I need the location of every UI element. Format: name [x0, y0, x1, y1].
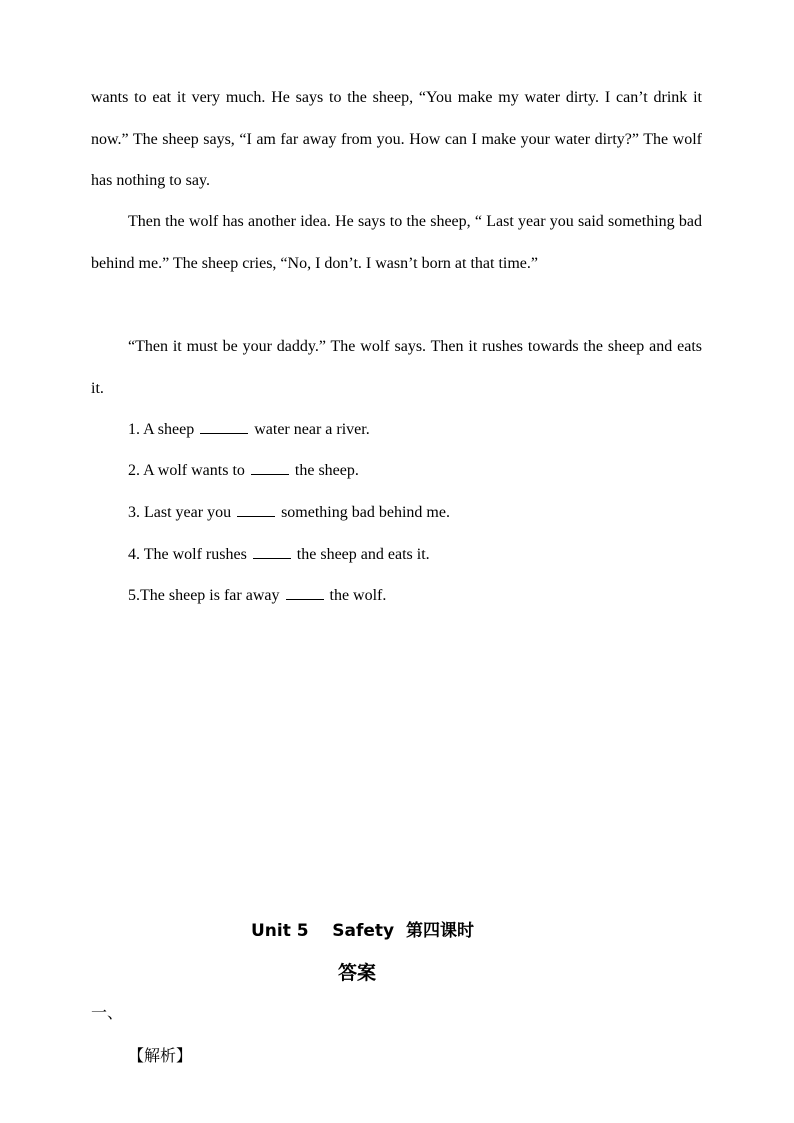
question-3-before: 3. Last year you — [128, 504, 232, 521]
question-4-blank — [253, 544, 291, 559]
question-3 — [128, 502, 450, 524]
question-3-blank — [237, 502, 275, 517]
answer-subtitle: 答案 — [338, 962, 377, 984]
question-1-blank — [200, 419, 248, 434]
passage-paragraph-1: wants to eat it very much. He says to the sheep, “You make my water dirty. I can’t drink it now.” The sheep says, “I am far away from you. How can I make your water dirty?” The wolf has nothing to say. — [91, 89, 702, 189]
analysis-label: 【解析】 — [128, 1046, 193, 1065]
question-2 — [128, 460, 359, 482]
passage-paragraph-3: “Then it must be your daddy.” The wolf says. Then it rushes towards the sheep and eats it. — [91, 338, 702, 397]
question-5 — [128, 585, 386, 607]
question-5-blank — [286, 585, 324, 600]
question-3-after: something bad behind me. — [281, 504, 450, 521]
question-2-before: 2. A wolf wants to — [128, 462, 245, 479]
question-5-before: 5.The sheep is far away — [128, 587, 280, 604]
question-4-after: the sheep and eats it. — [296, 546, 430, 563]
answer-title: Unit 5 Safety 第四课时 — [251, 921, 474, 941]
question-1-before: 1. A sheep — [128, 421, 195, 438]
question-2-after: the sheep. — [294, 462, 359, 479]
question-4-before: 4. The wolf rushes — [128, 546, 247, 563]
question-2-blank — [251, 460, 289, 475]
question-1-after: water near a river. — [254, 421, 370, 438]
section-label: 一、 — [91, 1003, 124, 1022]
question-4 — [128, 544, 430, 566]
question-1 — [128, 419, 370, 441]
question-5-after: the wolf. — [329, 587, 387, 604]
passage-paragraph-2: Then the wolf has another idea. He says to the sheep, “ Last year you said something bad behind me.” The sheep cries, “No, I don’t. I wasn’t born at that time.” — [91, 213, 702, 272]
